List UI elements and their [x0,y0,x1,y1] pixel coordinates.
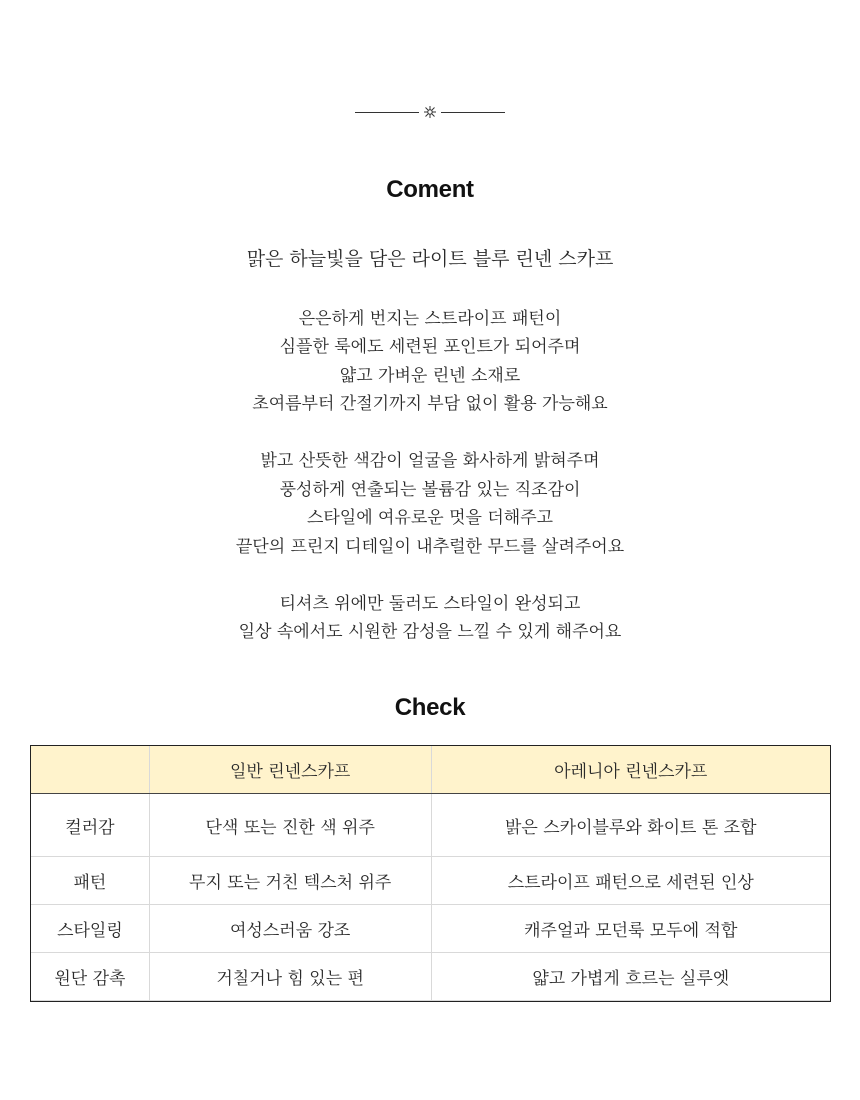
coment-line: 얇고 가벼운 린넨 소재로 [339,366,521,386]
coment-heading: Coment [386,176,474,203]
coment-line: 심플한 룩에도 세련된 포인트가 되어주며 [279,337,581,357]
arenia-cell: 스트라이프 패턴으로 세련된 인상 [431,857,831,905]
coment-line: 초여름부터 간절기까지 부담 없이 활용 가능해요 [252,394,608,414]
divider-line-right [441,112,505,113]
divider-line-left [355,112,419,113]
check-heading: Check [394,694,466,721]
row-label: 원단 감촉 [31,953,150,1001]
ornamental-divider [0,104,860,120]
general-cell: 여성스러움 강조 [149,905,431,953]
coment-line: 스타일에 여유로운 멋을 더해주고 [306,508,554,528]
row-label: 스타일링 [31,905,150,953]
table-row [31,794,831,857]
coment-line: 풍성하게 연출되는 볼륨감 있는 직조감이 [279,480,581,500]
general-cell: 단색 또는 진한 색 위주 [149,794,431,857]
table-header-row [31,746,831,794]
table-header-arenia: 아레니아 린넨스카프 [431,746,831,794]
coment-line: 밝고 산뜻한 색감이 얼굴을 화사하게 밝혀주며 [260,451,600,471]
table-header-empty [31,746,150,794]
sparkle-ornament-icon [419,104,441,120]
table-header-general: 일반 린넨스카프 [149,746,431,794]
row-label: 패턴 [31,857,150,905]
comparison-table [30,745,831,1001]
table-row [31,905,831,953]
coment-line: 끝단의 프린지 디테일이 내추럴한 무드를 살려주어요 [235,537,625,557]
arenia-cell: 밝은 스카이블루와 화이트 톤 조합 [431,794,831,857]
coment-line: 티셔츠 위에만 둘러도 스타일이 완성되고 [279,594,581,614]
general-cell: 거칠거나 힘 있는 편 [149,953,431,1001]
arenia-cell: 캐주얼과 모던룩 모두에 적합 [431,905,831,953]
row-label: 컬러감 [31,794,150,857]
table-row [31,953,831,1001]
general-cell: 무지 또는 거친 텍스처 위주 [149,857,431,905]
coment-line: 은은하게 번지는 스트라이프 패턴이 [298,309,562,329]
coment-line: 일상 속에서도 시원한 감성을 느낄 수 있게 해주어요 [238,622,622,642]
arenia-cell: 얇고 가볍게 흐르는 실루엣 [431,953,831,1001]
coment-lead: 맑은 하늘빛을 담은 라이트 블루 린넨 스카프 [246,248,614,270]
table-row [31,857,831,905]
